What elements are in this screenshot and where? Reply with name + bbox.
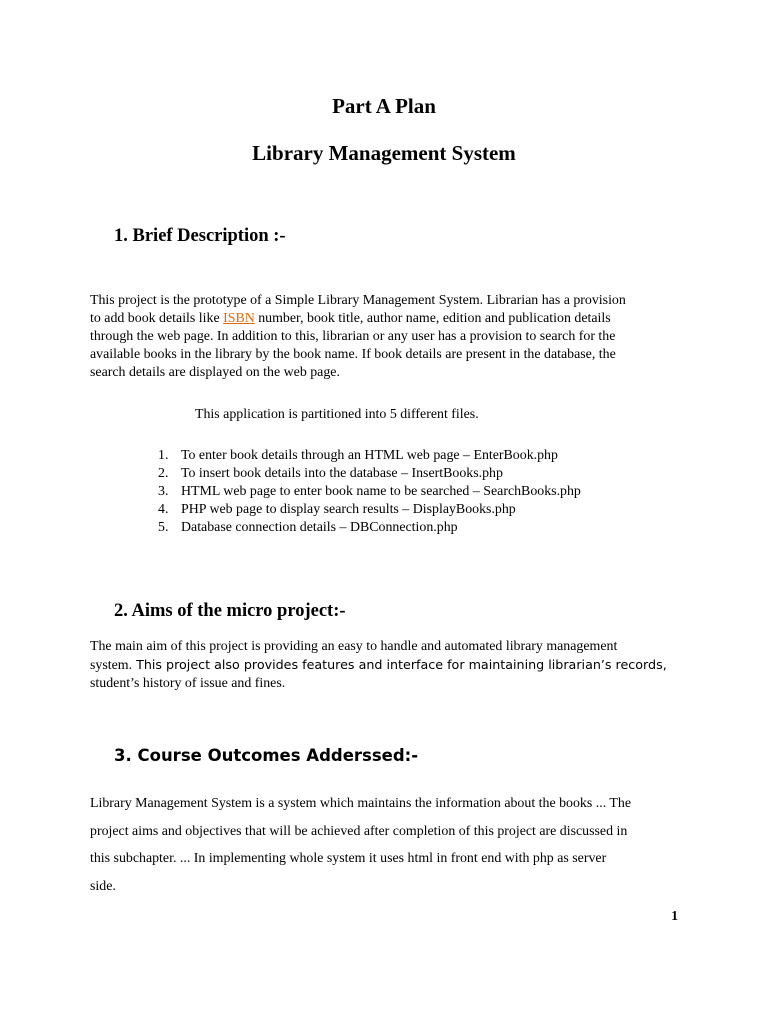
document-subtitle: Library Management System: [252, 141, 516, 165]
list-item-number: 2.: [158, 466, 169, 481]
text-run: number, book title, author name, edition and publication details: [254, 311, 611, 326]
text-run: This project also provides features and interface for maintaining librarian’s records,: [132, 657, 667, 672]
document-title: Part A Plan: [332, 94, 436, 118]
list-item: [150, 501, 581, 519]
files-list: [150, 447, 581, 537]
list-item-text: HTML web page to enter book name to be searched – SearchBooks.php: [181, 484, 581, 499]
course-outcomes-paragraph: [90, 790, 680, 900]
aims-paragraph: [90, 638, 680, 693]
list-item-text: PHP web page to display search results – DisplayBooks.php: [181, 502, 516, 517]
paragraph-line: [90, 656, 680, 675]
paragraph-line: available books in the library by the book name. If book details are present in the database, the: [90, 347, 616, 362]
section-heading-brief-description: 1. Brief Description :-: [114, 226, 286, 246]
list-item-number: 4.: [158, 502, 169, 517]
list-item-text: Database connection details – DBConnection.php: [181, 520, 458, 535]
list-item: [150, 465, 581, 483]
text-run: to add book details like: [90, 311, 224, 326]
brief-description-paragraph: [90, 292, 680, 382]
paragraph-line: student’s history of issue and fines.: [90, 676, 286, 691]
list-item-number: 5.: [158, 520, 169, 535]
list-item-text: To insert book details into the database – InsertBooks.php: [181, 466, 503, 481]
list-item-number: 3.: [158, 484, 169, 499]
paragraph-line: this subchapter. ... In implementing whole system it uses html in front end with php as server: [90, 851, 607, 866]
list-item: [150, 447, 581, 465]
paragraph-line: The main aim of this project is providing an easy to handle and automated library management: [90, 639, 618, 654]
paragraph-line: through the web page. In addition to this, librarian or any user has a provision to search for the: [90, 329, 616, 344]
list-item-text: To enter book details through an HTML web page – EnterBook.php: [181, 448, 558, 463]
list-item: [150, 483, 581, 501]
list-item-number: 1.: [158, 448, 169, 463]
list-item: [150, 519, 581, 537]
text-run: system.: [90, 658, 133, 673]
section-heading-course-outcomes: 3. Course Outcomes Adderssed:-: [114, 746, 419, 765]
paragraph-line: side.: [90, 878, 116, 894]
paragraph-line: project aims and objectives that will be achieved after completion of this project are discussed in: [90, 823, 628, 839]
page-number: 1: [671, 908, 678, 923]
section-heading-aims: 2. Aims of the micro project:-: [114, 601, 346, 621]
files-intro-text: This application is partitioned into 5 different files.: [195, 407, 479, 422]
paragraph-line: This project is the prototype of a Simple Library Management System. Librarian has a provision: [90, 293, 626, 308]
paragraph-line: Library Management System is a system which maintains the information about the books ... The: [90, 796, 631, 811]
paragraph-line: [90, 310, 680, 328]
isbn-link[interactable]: ISBN: [223, 311, 255, 326]
paragraph-line: search details are displayed on the web page.: [90, 365, 340, 380]
